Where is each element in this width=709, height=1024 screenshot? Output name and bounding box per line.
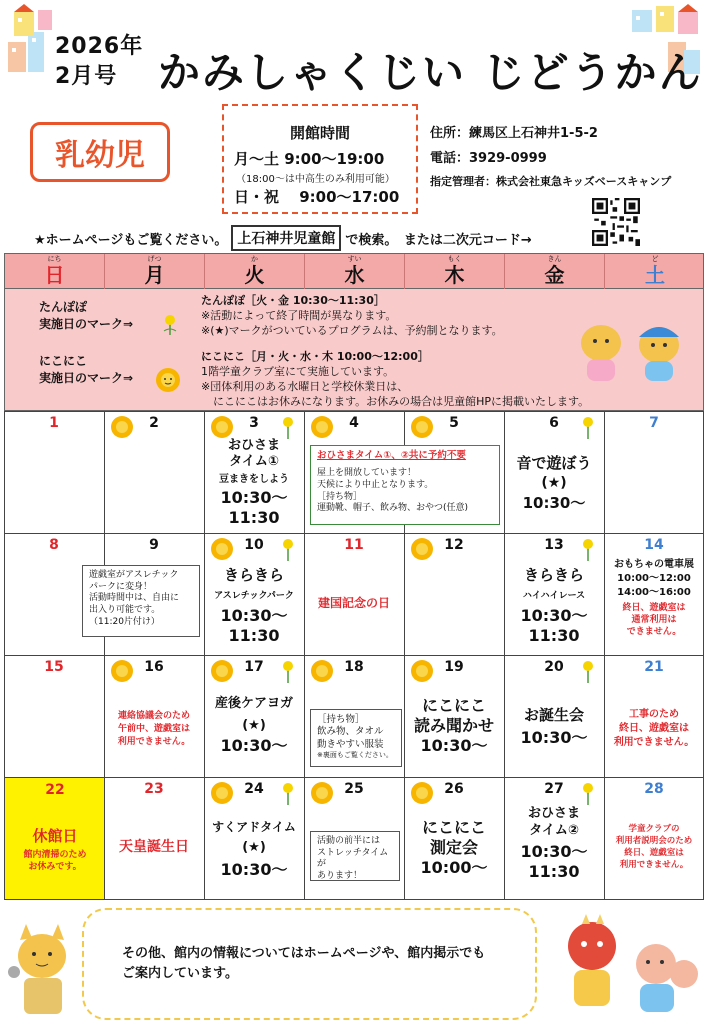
yoga-belongings-note: ［持ち物］ 飲み物、タオル 動きやすい服装 ※裏面もご覧ください。 bbox=[310, 709, 402, 767]
manager-text: 指定管理者：株式会社東急キッズベースキャンプ bbox=[430, 175, 672, 188]
weekday-thursday: もく 木 bbox=[405, 254, 505, 290]
homepage-prefix: ★ホームページもご覧ください。 bbox=[34, 232, 228, 248]
day-cell-12: 12 bbox=[404, 533, 504, 655]
day-cell-19: 19 にこにこ 読み聞かせ 10:30～ bbox=[404, 655, 504, 777]
day-cell-7: 7 bbox=[649, 415, 659, 431]
ohisama-time-note: おひさまタイム①、②共に予約不要 屋上を開放しています！ 天候により中止となります。 ［持ち物］ 運動靴、帽子、飲み物、おやつ(任意) bbox=[310, 445, 500, 525]
sunflower-icon bbox=[410, 537, 434, 561]
phone-text: 電話：3929-0999 bbox=[430, 151, 547, 166]
day-cell-27: 27 おひさま タイム② 10:30～ 11:30 bbox=[504, 777, 604, 899]
day-cell-26: 26 にこにこ 測定会 10:00～ bbox=[404, 777, 504, 899]
sunflower-icon bbox=[210, 415, 234, 439]
calendar bbox=[4, 253, 704, 901]
dandelion-icon bbox=[578, 537, 598, 561]
nikoniko-details: にこにこ［月・火・水・木 10:00～12:00］ 1階学童クラブ室にて実施しています。 ※団体利用のある水曜日と学校休業日は、 にこにこはお休みになります。お休みの場合は児童館HPに掲載いたします。 bbox=[201, 350, 590, 408]
day-cell-28: 28 学童クラブの 利用者説明会のため 終日、遊戯室は 利用できません。 bbox=[615, 781, 693, 870]
mascot-thunder-icon bbox=[6, 922, 80, 1018]
sunflower-icon bbox=[210, 781, 234, 805]
weekday-friday: きん 金 bbox=[505, 254, 605, 290]
homepage-suffix: で検索。 または二次元コード→ bbox=[345, 232, 532, 248]
day-cell-18: 18 bbox=[304, 655, 404, 777]
day-cell-22: 22 休館日 館内清掃のため お休みです。 bbox=[5, 778, 104, 899]
day-cell-16: 16 連絡協議会のため 午前中、遊戯室は 利用できません。 bbox=[104, 655, 204, 777]
dandelion-icon bbox=[278, 781, 298, 805]
sunflower-icon bbox=[310, 659, 334, 683]
weekday-wednesday: すい 水 bbox=[305, 254, 405, 290]
weekday-tuesday: か 火 bbox=[205, 254, 305, 290]
dandelion-icon bbox=[578, 415, 598, 439]
weekday-monday: げつ 月 bbox=[105, 254, 205, 290]
day-cell-14: 14 おもちゃの電車展 10:00～12:00 14:00～16:00 終日、遊戯室は 通常利用は できません。 bbox=[614, 537, 694, 637]
dandelion-icon bbox=[578, 659, 598, 683]
sunflower-icon bbox=[110, 659, 134, 683]
day-cell-24: 24 すくアドタイム (★) 10:30～ bbox=[204, 777, 304, 899]
day-cell-25: 25 bbox=[304, 777, 404, 899]
dandelion-icon bbox=[278, 415, 298, 439]
center-name-title: かみしゃくじい じどうかん bbox=[158, 48, 703, 97]
day-cell-3: 3 おひさま タイム① 豆まきをしよう 10:30～ 11:30 bbox=[204, 411, 304, 533]
sunflower-icon bbox=[155, 367, 181, 393]
hours-title: 開館時間 bbox=[289, 124, 350, 142]
day-cell-15: 15 bbox=[44, 659, 64, 675]
issue-label bbox=[55, 32, 143, 92]
day-cell-9: 9 bbox=[149, 537, 159, 553]
day-cell-20: 20 お誕生会 10:30～ bbox=[504, 655, 604, 777]
weekday-sunday: にち 日 bbox=[5, 254, 105, 290]
athletic-park-note: 遊戯室がアスレチック パークに変身！ 活動時間中は、自由に 出入り可能です。 （11:20片付け） bbox=[82, 565, 200, 637]
opening-hours-box bbox=[222, 104, 418, 214]
day-cell-21: 21 工事のため 終日、遊戯室は 利用できません。 bbox=[613, 659, 695, 748]
tanpopo-details: たんぽぽ［火・金 10:30～11:30］ ※活動によって終了時間が異なります。 ※(★)マークがついているプログラムは、予約制となります。 bbox=[201, 294, 503, 337]
audience-badge: 乳幼児 bbox=[30, 122, 170, 182]
day-cell-17: 17 産後ケアヨガ (★) 10:30～ bbox=[204, 655, 304, 777]
day-cell-6: 6 音で遊ぼう (★) 10:30～ bbox=[504, 411, 604, 533]
sunflower-icon bbox=[410, 415, 434, 439]
weekday-header-row bbox=[4, 253, 704, 289]
homepage-search-term[interactable]: 上石神井児童館 bbox=[231, 225, 341, 251]
stretch-note: 活動の前半には ストレッチタイムが あります！ bbox=[310, 831, 400, 881]
day-cell-8: 8 bbox=[49, 537, 59, 553]
day-cell-1: 1 bbox=[49, 415, 59, 431]
day-cell-2: 2 bbox=[104, 411, 204, 533]
footer-info-box bbox=[82, 908, 537, 1020]
sunflower-icon bbox=[310, 415, 334, 439]
issue-year: 2026年 bbox=[55, 34, 144, 59]
dandelion-icon bbox=[278, 659, 298, 683]
day-cell-10: 10 きらきら アスレチックパーク 10:30～ 11:30 bbox=[204, 533, 304, 655]
day-cell-4: 4 bbox=[304, 411, 404, 533]
program-info-band bbox=[4, 289, 704, 411]
day-cell-11: 11 建国記念の日 bbox=[317, 537, 390, 610]
sunflower-icon bbox=[210, 659, 234, 683]
tanpopo-mark-label: たんぽぽ 実施日のマーク⇒ bbox=[39, 300, 134, 331]
hours-holiday: 日・祝 9:00～17:00 bbox=[234, 188, 400, 206]
day-cell-13: 13 きらきら ハイハイレース 10:30～ 11:30 bbox=[504, 533, 604, 655]
qr-code-icon[interactable] bbox=[592, 198, 640, 246]
sunflower-icon bbox=[210, 537, 234, 561]
dandelion-icon bbox=[578, 781, 598, 805]
oni-characters-icon bbox=[552, 914, 702, 1020]
day-cell-23: 23 天皇誕生日 bbox=[119, 781, 189, 855]
mascot-characters-icon bbox=[571, 313, 693, 383]
hours-weekday-note: （18:00～は中高生のみ利用可能） bbox=[236, 174, 395, 185]
sunflower-icon bbox=[110, 415, 134, 439]
footer-text: その他、館内の情報についてはホームページや、館内掲示でも ご案内しています。 bbox=[122, 946, 486, 981]
homepage-row bbox=[34, 225, 532, 251]
sunflower-icon bbox=[410, 659, 434, 683]
sunflower-icon bbox=[410, 781, 434, 805]
dandelion-icon bbox=[278, 537, 298, 561]
hours-weekday: 月～土 9:00～19:00 bbox=[234, 150, 385, 168]
sunflower-icon bbox=[310, 781, 334, 805]
address-text: 住所：練馬区上石神井1-5-2 bbox=[430, 126, 598, 141]
issue-month: 2月号 bbox=[55, 64, 118, 89]
weekday-saturday: ど 土 bbox=[645, 255, 665, 287]
dandelion-icon bbox=[161, 313, 179, 335]
nikoniko-mark-label: にこにこ 実施日のマーク⇒ bbox=[39, 354, 134, 385]
day-cell-5: 5 bbox=[404, 411, 504, 533]
